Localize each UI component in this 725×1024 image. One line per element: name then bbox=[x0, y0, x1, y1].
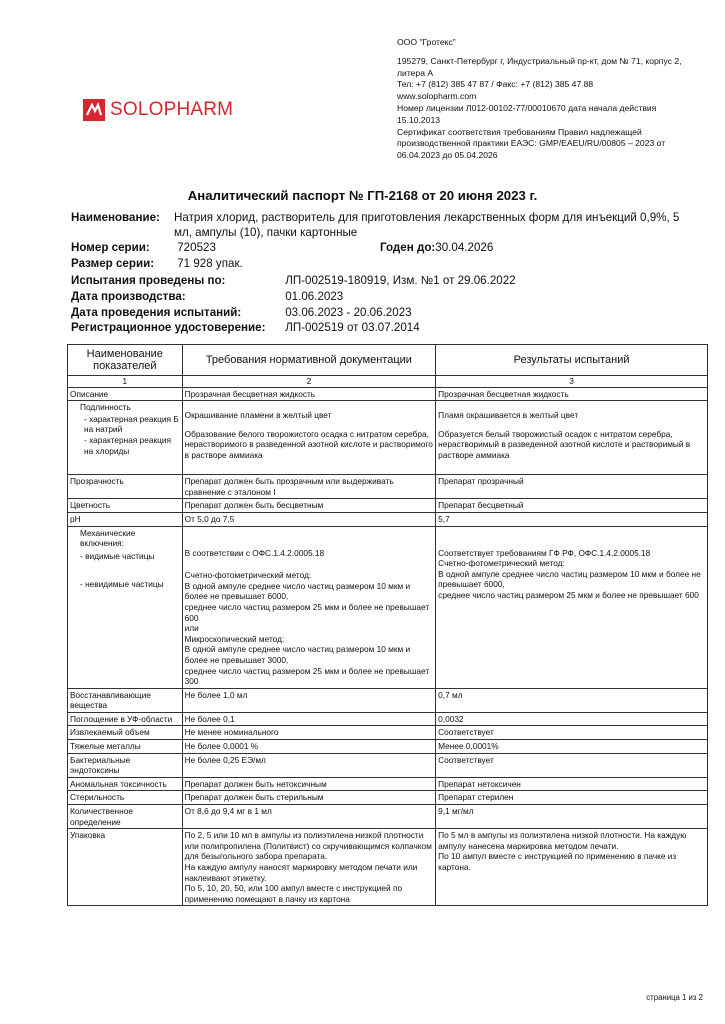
document-title: Аналитический паспорт № ГП-2168 от 20 июня 2023 г. bbox=[187, 188, 538, 203]
table-row bbox=[68, 401, 708, 475]
expiry-row bbox=[380, 240, 493, 256]
requirement: От 5,0 до 7,5 bbox=[182, 512, 436, 526]
table-row bbox=[68, 777, 708, 791]
test-dates-value: 03.06.2023 - 20.06.2023 bbox=[285, 306, 412, 319]
result: Препарат стерилен bbox=[436, 791, 708, 805]
result: 0,7 мл bbox=[436, 688, 708, 712]
requirement: Препарат должен быть бесцветным bbox=[182, 499, 436, 513]
company-phone: Тел: +7 (812) 385 47 87 / Факс: +7 (812) 385 47 88 bbox=[397, 79, 594, 90]
requirement: В соответствии с ОФС.1.4.2.0005.18 Счетно-фотометрический метод: В одной ампуле среднее число частиц размером 10 мкм и более не превышает 6000, среднее число частиц размером 25 мкм и более не превышает 600 или Микроскопический метод: В одной ампуле среднее число частиц размером 10 мкм и более не превышает 3000, среднее число частиц размером 25 мкм и более не превышает 300 bbox=[182, 526, 436, 688]
table-row bbox=[68, 475, 708, 499]
header-requirements: Требования нормативной документации bbox=[182, 345, 436, 376]
company-logo bbox=[83, 99, 233, 121]
result: 9,1 мг/мл bbox=[436, 805, 708, 829]
expiry-value: 30.04.2026 bbox=[435, 241, 494, 254]
column-number: 3 bbox=[436, 376, 708, 388]
header-indicators: Наименование показателей bbox=[68, 345, 183, 376]
result: По 5 мл в ампулы из полиэтилена низкой плотности. На каждую ампулу нанесена маркировка методом печати. По 10 ампул вместе с инструкцией по применению в пачке из картона. bbox=[436, 829, 708, 906]
table-row bbox=[68, 387, 708, 401]
requirement: Не более 0,0001 % bbox=[182, 740, 436, 754]
result: 5,7 bbox=[436, 512, 708, 526]
indicator-name: pH bbox=[68, 512, 183, 526]
company-address: 195279, Санкт-Петербург г, Индустриальный пр-кт, дом № 71, корпус 2, литера А bbox=[397, 55, 682, 78]
result: 0,0032 bbox=[436, 712, 708, 726]
series-row bbox=[71, 240, 216, 256]
requirement: Окрашивание пламени в желтый цвет Образование белого творожистого осадка с нитратом серебра, нерастворимого в разведенной азотной кислоте и растворимого в растворе аммиака bbox=[182, 401, 436, 475]
table-row bbox=[68, 712, 708, 726]
size-label: Размер серии: bbox=[71, 257, 155, 270]
table-row bbox=[68, 688, 708, 712]
table-row bbox=[68, 753, 708, 777]
results-table bbox=[67, 344, 708, 906]
requirement: От 8,6 до 9,4 мг в 1 мл bbox=[182, 805, 436, 829]
indicator-name: Упаковка bbox=[68, 829, 183, 906]
requirement: Прозрачная бесцветная жидкость bbox=[182, 387, 436, 401]
indicator-name: Прозрачность bbox=[68, 475, 183, 499]
requirement: Препарат должен быть стерильным bbox=[182, 791, 436, 805]
logo-text: SOLOPHARM bbox=[110, 99, 234, 120]
series-value: 720523 bbox=[177, 241, 216, 254]
indicator-name: Описание bbox=[68, 387, 183, 401]
indicator-name: Стерильность bbox=[68, 791, 183, 805]
header-results: Результаты испытаний bbox=[436, 345, 708, 376]
company-name: ООО "Гротекс" bbox=[397, 37, 456, 47]
table-row bbox=[68, 740, 708, 754]
company-info bbox=[397, 37, 689, 162]
test-dates-row bbox=[71, 305, 412, 321]
production-date-label: Дата производства: bbox=[71, 290, 186, 303]
registration-value: ЛП-002519 от 03.07.2014 bbox=[285, 321, 420, 334]
name-value: Натрия хлорид, растворитель для приготовления лекарственных форм для инъекций 0,9%, 5 мл, ампулы (10), пачки картонные bbox=[174, 211, 680, 239]
production-date-row bbox=[71, 289, 343, 305]
indicator-name: Бактериальные эндотоксины bbox=[68, 753, 183, 777]
tested-value: ЛП-002519-180919, Изм. №1 от 29.06.2022 bbox=[285, 274, 516, 287]
production-date-value: 01.06.2023 bbox=[285, 290, 344, 303]
page-number: страница 1 из 2 bbox=[646, 993, 703, 1002]
series-label: Номер серии: bbox=[71, 241, 150, 254]
table-row bbox=[68, 805, 708, 829]
tested-row bbox=[71, 273, 516, 289]
size-value: 71 928 упак. bbox=[177, 257, 243, 270]
result: Препарат прозрачный bbox=[436, 475, 708, 499]
table-row bbox=[68, 499, 708, 513]
table-header-row bbox=[68, 345, 708, 376]
product-name-row bbox=[71, 210, 681, 240]
table-row bbox=[68, 791, 708, 805]
table-number-row bbox=[68, 376, 708, 388]
solopharm-logo-icon bbox=[83, 99, 105, 121]
indicator-name: Количественное определение bbox=[68, 805, 183, 829]
result: Препарат бесцветный bbox=[436, 499, 708, 513]
column-number: 1 bbox=[68, 376, 183, 388]
company-web: www.solopharm.com bbox=[397, 91, 477, 102]
table-row bbox=[68, 526, 708, 688]
result: Препарат нетоксичен bbox=[436, 777, 708, 791]
indicator-name: Тяжелые металлы bbox=[68, 740, 183, 754]
company-license: Номер лицензии Л012-00102-77/00010670 дата начала действия 15.10.2013 bbox=[397, 102, 657, 125]
result: Соответствует bbox=[436, 753, 708, 777]
indicator-name: Аномальная токсичность bbox=[68, 777, 183, 791]
indicator-name: Механические включения: - видимые частицы - невидимые частицы bbox=[68, 526, 183, 688]
test-dates-label: Дата проведения испытаний: bbox=[71, 306, 242, 319]
result: Соответствует bbox=[436, 726, 708, 740]
requirement: Не более 0,1 bbox=[182, 712, 436, 726]
result: Прозрачная бесцветная жидкость bbox=[436, 387, 708, 401]
requirement: Препарат должен быть прозрачным или выдерживать сравнение с эталоном I bbox=[182, 475, 436, 499]
requirement: Не более 1,0 мл bbox=[182, 688, 436, 712]
result: Соответствует требованиям ГФ РФ, ОФС.1.4.2.0005.18 Счетно-фотометрический метод: В одной ампуле среднее число частиц размером 10 мкм и более не превышает 6000, среднее число частиц размером 25 мкм и более не превышает 600 bbox=[436, 526, 708, 688]
size-row bbox=[71, 256, 243, 272]
indicator-name: Поглощение в УФ-области bbox=[68, 712, 183, 726]
indicator-name: Цветность bbox=[68, 499, 183, 513]
table-row bbox=[68, 726, 708, 740]
indicator-name: Восстанавливающие вещества bbox=[68, 688, 183, 712]
requirement: По 2, 5 или 10 мл в ампулы из полиэтилена низкой плотности или полипропилена (Политвист) со скручивающимся колпачком для безыгольного забора препарата. На каждую ампулу наносят маркировку методом печати или наклеивают этикетку. По 5, 10, 20, 50, или 100 ампул вместе с инструкцией по применению помещают в пачку из картона bbox=[182, 829, 436, 906]
registration-label: Регистрационное удостоверение: bbox=[71, 321, 266, 334]
result: Пламя окрашивается в желтый цвет Образуется белый творожистый осадок с нитратом серебра, нерастворимый в разведенной азотной кислоте и растворимый в растворе аммиака bbox=[436, 401, 708, 475]
table-row bbox=[68, 512, 708, 526]
indicator-name: Подлинность - характерная реакция Б на натрий - характерная реакция на хлориды bbox=[68, 401, 183, 475]
requirement: Не менее номинального bbox=[182, 726, 436, 740]
requirement: Не более 0,25 ЕЭ/мл bbox=[182, 753, 436, 777]
result: Менее 0,0001% bbox=[436, 740, 708, 754]
indicator-name: Извлекаемый объем bbox=[68, 726, 183, 740]
column-number: 2 bbox=[182, 376, 436, 388]
company-certificate: Сертификат соответствия требованиям Правил надлежащей производственной практики ЕАЭС: GMP/EAEU/RU/00805 – 2023 от 06.04.2023 до 05.04.2026 bbox=[397, 126, 666, 161]
name-label: Наименование: bbox=[71, 211, 160, 224]
registration-row bbox=[71, 320, 420, 336]
tested-label: Испытания проведены по: bbox=[71, 274, 226, 287]
requirement: Препарат должен быть нетоксичным bbox=[182, 777, 436, 791]
table-row bbox=[68, 829, 708, 906]
expiry-label: Годен до: bbox=[380, 241, 436, 254]
